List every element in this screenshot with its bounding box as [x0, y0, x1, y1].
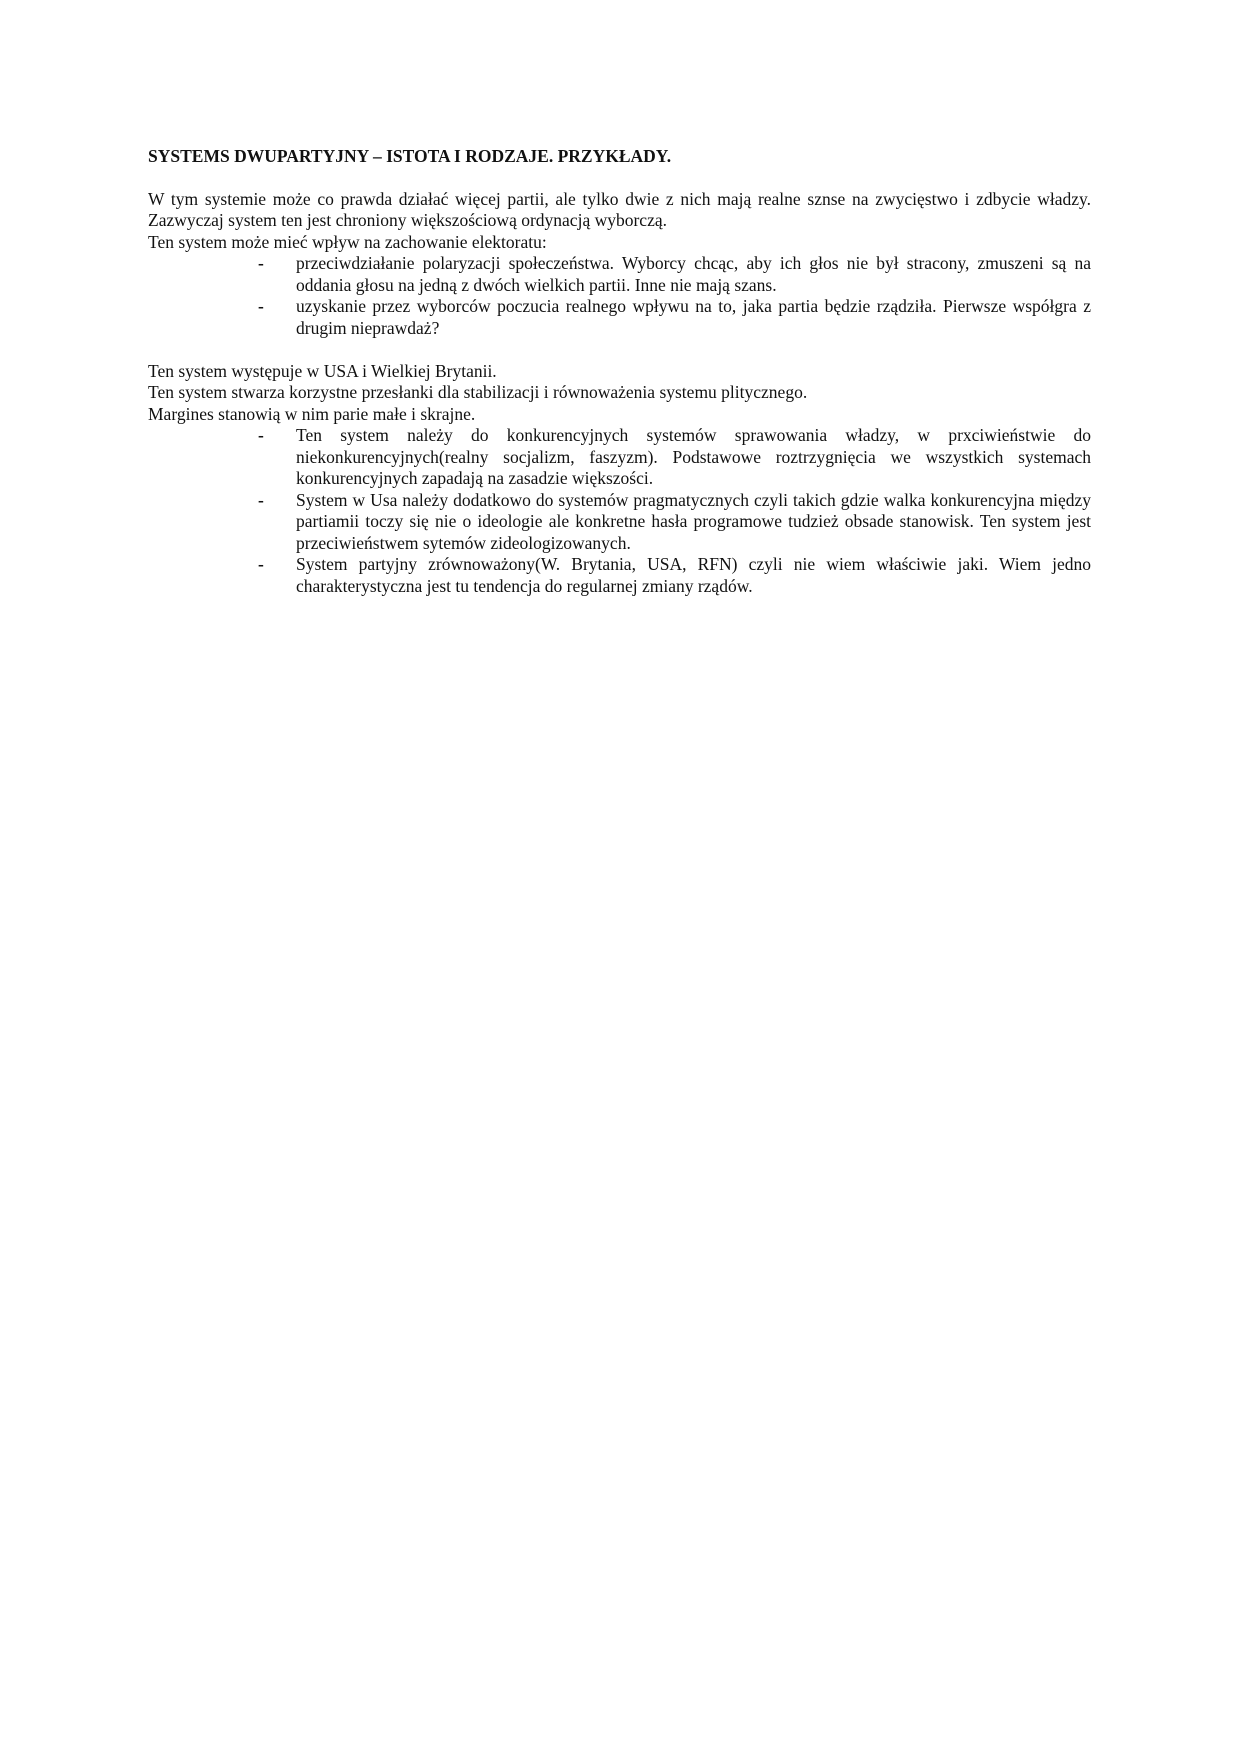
bullet-dash: - [258, 489, 264, 510]
list-item [258, 425, 1091, 490]
stabilization-line: Ten system stwarza korzystne przesłanki dla stabilizacji i równoważenia systemu plitycznego. [148, 382, 808, 402]
effects-list [148, 253, 1091, 339]
paragraph-gap [148, 339, 1091, 361]
list-item-text: przeciwdziałanie polaryzacji społeczeństwa. Wyborcy chcąc, aby ich głos nie był stracony, zmuszeni są na oddania głosu na jedną z dwóch wielkich partii. Inne nie mają szans. [296, 253, 1091, 295]
list-item-text: System w Usa należy dodatkowo do systemów pragmatycznych czyli takich gdzie walka konkurencyjna między partiamii toczy się nie o ideologie ale konkretne hasła programowe tudzież obsade stanowisk. Ten system jest przeciwieństwem sytemów zideologizowanych. [296, 489, 1091, 553]
bullet-dash: - [258, 296, 264, 316]
characteristics-list [148, 425, 1091, 597]
list-item-text: uzyskanie przez wyborców poczucia realnego wpływu na to, jaka partia będzie rządziła. Pierwsze współgra z drugim nieprawdaż? [296, 296, 1091, 338]
bullet-dash: - [258, 554, 264, 574]
list-item-text: Ten system należy do konkurencyjnych systemów sprawowania władzy, w prxciwieństwie do niekonkurencyjnych(realny socjalizm, faszyzm). Podstawowe roztrzygnięcia we wszystkich systemach konkurencyjnych zapadają na zasadzie większości. [296, 425, 1091, 488]
document-body [148, 146, 1091, 597]
document-title: SYSTEMS DWUPARTYJNY – ISTOTA I RODZAJE. PRZYKŁADY. [148, 146, 672, 166]
usa-line: Ten system występuje w USA i Wielkiej Brytanii. [148, 360, 497, 381]
bullet-dash: - [258, 425, 264, 445]
lead-in-line: Ten system może mieć wpływ na zachowanie elektoratu: [148, 231, 547, 252]
list-item-text: System partyjny zrównoważony(W. Brytania, USA, RFN) czyli nie wiem właściwie jaki. Wiem jedno charakterystyczna jest tu tendencja do regularnej zmiany rządów. [296, 554, 1091, 596]
list-item [258, 296, 1091, 339]
intro-paragraph: W tym systemie może co prawda działać więcej partii, ale tylko dwie z nich mają realne sznse na zwycięstwo i zdbycie władzy. Zazwyczaj system ten jest chroniony większościową ordynacją wyborczą. [148, 188, 1091, 230]
bullet-dash: - [258, 253, 264, 273]
list-item [258, 489, 1091, 555]
list-item [258, 554, 1091, 597]
list-item [258, 253, 1091, 296]
margin-line: Margines stanowią w nim parie małe i skrajne. [148, 403, 476, 424]
